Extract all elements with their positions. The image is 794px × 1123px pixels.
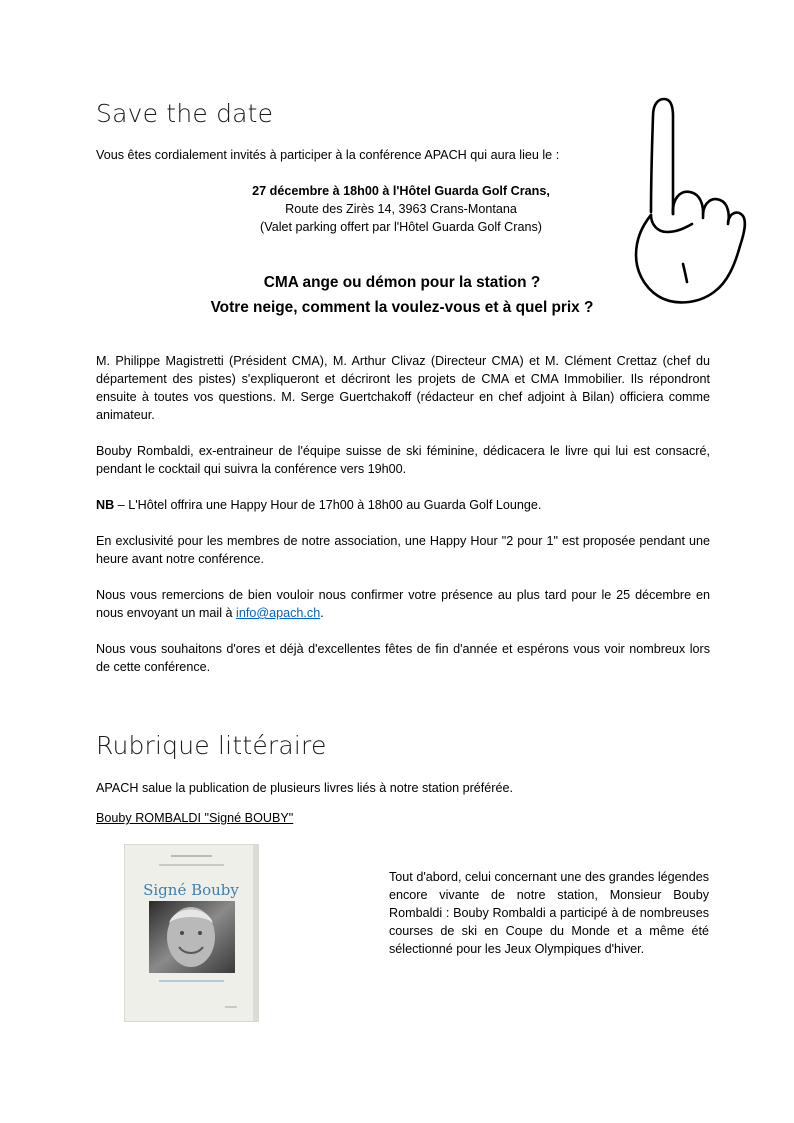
exclusive-paragraph: En exclusivité pour les membres de notre association, une Happy Hour "2 pour 1" est proposée pendant une heure avant notre conférence. (96, 534, 710, 566)
section-title-save-the-date: Save the date (96, 99, 274, 128)
book-heading: Bouby ROMBALDI "Signé BOUBY" (96, 811, 294, 825)
headline-line-1: CMA ange ou démon pour la station ? (263, 274, 541, 291)
book-description: Tout d'abord, celui concernant une des grandes légendes encore vivante de notre station, Monsieur Bouby Rombaldi : Bouby Rombaldi a participé à de nombreuses courses de ski en Coupe du Monde et a même été sélectionné pour les Jeux Olympiques d'hiver. (389, 870, 709, 956)
conference-headline (150, 270, 654, 320)
invitation-intro: Vous êtes cordialement invités à participer à la conférence APACH qui aura lieu le : (96, 148, 560, 162)
wishes-paragraph: Nous vous souhaitons d'ores et déjà d'excellentes fêtes de fin d'année et espérons vous voir nombreux lors de cette conférence. (96, 642, 710, 674)
book-cover-title: Signé Bouby (143, 881, 239, 899)
confirm-text: Nous vous remercions de bien vouloir nous confirmer votre présence au plus tard pour le 25 décembre en nous envoyant un mail à (96, 588, 710, 620)
section-title-rubrique: Rubrique littéraire (96, 731, 327, 760)
nb-paragraph (96, 496, 710, 514)
headline-line-2: Votre neige, comment la voulez-vous et à quel prix ? (210, 299, 594, 316)
book-cover-image (125, 845, 258, 1021)
confirm-end: . (320, 606, 324, 620)
event-parking: (Valet parking offert par l'Hôtel Guarda Golf Crans) (260, 220, 542, 234)
event-details (206, 182, 596, 236)
event-address: Route des Zirès 14, 3963 Crans-Montana (285, 202, 517, 216)
nb-text: – L'Hôtel offrira une Happy Hour de 17h00 à 18h00 au Guarda Golf Lounge. (114, 498, 542, 512)
email-link[interactable]: info@apach.ch (236, 606, 321, 620)
speakers-paragraph: M. Philippe Magistretti (Président CMA), M. Arthur Clivaz (Directeur CMA) et M. Clément Crettaz (chef du département des pistes) s'expliqueront et décriront les projets de CMA et CMA Immobilier. Ils répondront ensuite à toutes vos questions. M. Serge Guertchakoff (rédacteur en chef adjoint à Bilan) officiera comme animateur. (96, 354, 710, 422)
rubrique-intro: APACH salue la publication de plusieurs livres liés à notre station préférée. (96, 781, 513, 795)
event-date: 27 décembre à 18h00 à l'Hôtel Guarda Golf Crans, (252, 184, 550, 198)
bouby-paragraph: Bouby Rombaldi, ex-entraineur de l'équipe suisse de ski féminine, dédicacera le livre qui lui est consacré, pendant le cocktail qui suivra la conférence vers 19h00. (96, 444, 710, 476)
nb-label: NB (96, 498, 115, 512)
confirm-paragraph (96, 586, 710, 622)
